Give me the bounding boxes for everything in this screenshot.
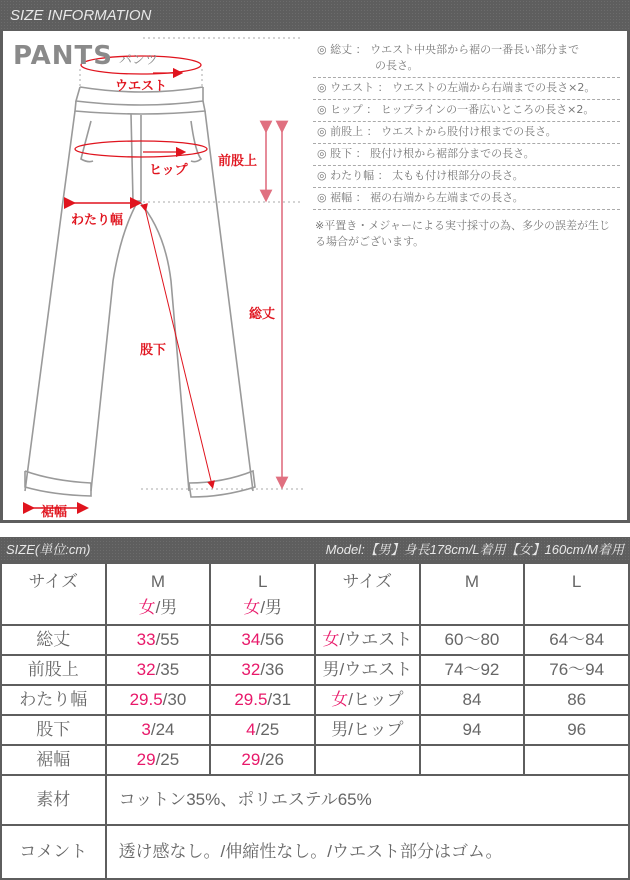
table-row	[1, 625, 629, 655]
row-label: わたり幅	[1, 685, 106, 715]
cell-l-2: 86	[524, 685, 629, 715]
cell-m-2: 74〜92	[420, 655, 525, 685]
cell-l: 4/25	[210, 715, 315, 745]
row-label: 股下	[1, 715, 106, 745]
cell-m: 32/35	[106, 655, 211, 685]
row-label-2: 女/ウエスト	[315, 625, 420, 655]
label-thigh: わたり幅	[71, 213, 124, 228]
cell-l: 34/56	[210, 625, 315, 655]
size-table-header	[0, 537, 630, 562]
desc-item-hip: ◎ ヒップ ： ヒップラインの一番広いところの長さ×2。	[313, 100, 620, 122]
comment-label: コメント	[1, 825, 106, 879]
cell-l: 32/36	[210, 655, 315, 685]
pants-diagram-panel	[0, 31, 630, 523]
desc-item-waist: ◎ ウエスト ： ウエストの左端から右端までの長さ×2。	[313, 78, 620, 100]
size-table	[0, 562, 630, 880]
row-label: 裾幅	[1, 745, 106, 775]
desc-item-hem: ◎ 裾幅 ： 裾の右端から左端までの長さ。	[313, 188, 620, 210]
measurement-note: ※平置き・メジャーによる実寸採寸の為、多少の誤差が生じる場合がございます。	[315, 219, 610, 248]
cell-m: 3/24	[106, 715, 211, 745]
size-information-header	[0, 0, 630, 31]
material-value: コットン35%、ポリエステル65%	[106, 775, 629, 825]
header-l: L 女/男	[210, 563, 315, 625]
label-length: 総丈	[249, 307, 276, 322]
table-header-row	[1, 563, 629, 625]
size-unit-label: SIZE(単位:cm)	[6, 542, 91, 557]
cell-l: 29/26	[210, 745, 315, 775]
material-label: 素材	[1, 775, 106, 825]
comment-row	[1, 825, 629, 879]
header-size-2: サイズ	[315, 563, 420, 625]
comment-value: 透け感なし。/伸縮性なし。/ウエスト部分はゴム。	[106, 825, 629, 879]
header-l-2: L	[524, 563, 629, 625]
cell-m-2: 94	[420, 715, 525, 745]
measurement-descriptions	[313, 40, 620, 250]
pants-diagram	[3, 31, 313, 521]
row-label-2: 男/ウエスト	[315, 655, 420, 685]
cell-l-2: 96	[524, 715, 629, 745]
cell-l-2: 64〜84	[524, 625, 629, 655]
header-title: SIZE INFORMATION	[10, 7, 152, 24]
cell-m: 29/25	[106, 745, 211, 775]
header-m-2: M	[420, 563, 525, 625]
pants-outline-icon	[3, 31, 313, 521]
row-label: 前股上	[1, 655, 106, 685]
pants-title	[13, 41, 158, 71]
header-size: サイズ	[1, 563, 106, 625]
table-row	[1, 655, 629, 685]
empty-cell	[524, 745, 629, 775]
table-row	[1, 745, 629, 775]
label-hem: 裾幅	[41, 505, 68, 520]
table-row	[1, 715, 629, 745]
desc-item-length: ◎ 総丈 ： ウエスト中央部から裾の一番長い部分まで の長さ。	[313, 40, 620, 78]
row-label-2: 男/ヒップ	[315, 715, 420, 745]
table-row	[1, 685, 629, 715]
row-label: 総丈	[1, 625, 106, 655]
pants-title-ja: パンツ	[119, 53, 159, 68]
pants-title-en: PANTS	[13, 41, 114, 71]
cell-l: 29.5/31	[210, 685, 315, 715]
cell-m-2: 84	[420, 685, 525, 715]
desc-item-inseam: ◎ 股下 ： 股付け根から裾部分までの長さ。	[313, 144, 620, 166]
cell-l-2: 76〜94	[524, 655, 629, 685]
label-waist: ウエスト	[115, 79, 168, 94]
label-inseam: 股下	[140, 343, 167, 358]
empty-cell	[315, 745, 420, 775]
desc-item-thigh: ◎ わたり幅 ： 太もも付け根部分の長さ。	[313, 166, 620, 188]
header-m: M 女/男	[106, 563, 211, 625]
empty-cell	[420, 745, 525, 775]
cell-m: 33/55	[106, 625, 211, 655]
material-row	[1, 775, 629, 825]
model-info: Model:【男】身長178cm/L着用【女】160cm/M着用	[325, 542, 624, 557]
row-label-2: 女/ヒップ	[315, 685, 420, 715]
desc-item-rise: ◎ 前股上 ： ウエストから股付け根までの長さ。	[313, 122, 620, 144]
label-rise: 前股上	[218, 154, 258, 169]
cell-m-2: 60〜80	[420, 625, 525, 655]
cell-m: 29.5/30	[106, 685, 211, 715]
label-hip: ヒップ	[149, 163, 188, 178]
